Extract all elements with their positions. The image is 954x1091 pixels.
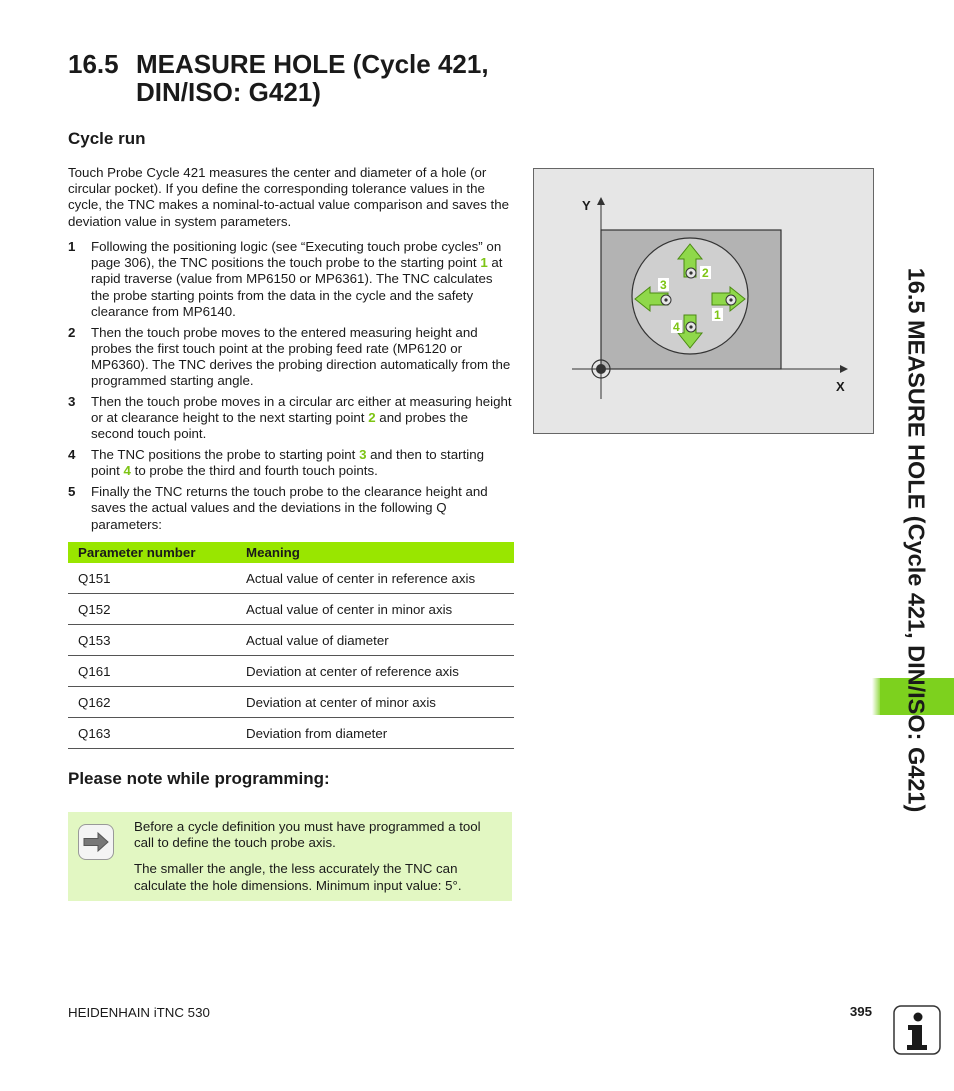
sidebar-text: 16.5 MEASURE HOLE (Cycle 421, DIN/ISO: G421) xyxy=(903,267,930,813)
column-header: Parameter number xyxy=(68,542,236,563)
note-paragraph: The smaller the angle, the less accurately the TNC can calculate the hole dimensions. Minimum input value: 5°. xyxy=(134,861,462,893)
point-ref: 4 xyxy=(123,463,131,479)
table-cell: Actual value of center in minor axis xyxy=(236,594,514,625)
title-line1: MEASURE HOLE (Cycle 421, xyxy=(136,49,489,79)
table-cell: Q162 xyxy=(68,687,236,718)
table-cell: Q152 xyxy=(68,594,236,625)
footer-label: HEIDENHAIN iTNC 530 xyxy=(68,1005,210,1020)
note-text xyxy=(134,819,504,904)
table-cell: Actual value of center in reference axis xyxy=(236,563,514,594)
table-row xyxy=(68,656,514,687)
list-item xyxy=(68,484,513,533)
step-text: Finally the TNC returns the touch probe to the clearance height and saves the actual values and the deviations in the following Q parameters: xyxy=(91,484,488,532)
step-text: The TNC positions the probe to starting point 3 and then to starting point 4 to probe the third and fourth touch points. xyxy=(91,447,485,479)
point-ref: 3 xyxy=(359,447,367,463)
list-item xyxy=(68,325,513,390)
step-number: 1 xyxy=(68,239,76,254)
arrow-right-icon xyxy=(78,824,114,860)
info-icon xyxy=(893,1005,941,1055)
figure-drawing xyxy=(534,169,873,433)
table-row xyxy=(68,625,514,656)
point-ref: 2 xyxy=(368,410,376,426)
table-row xyxy=(68,718,514,749)
step-text: Then the touch probe moves in a circular arc either at measuring height or at clearance height to the next starting point 2 and probes the second touch point. xyxy=(91,394,512,442)
point-label-1: 1 xyxy=(714,308,721,322)
step-text: Then the touch probe moves to the entered measuring height and probes the first touch point at the probing feed rate (MP6120 or MP6360). The TNC derives the probing direction automatically from the programmed starting angle. xyxy=(91,324,511,389)
cycle-run-heading: Cycle run xyxy=(68,129,146,148)
step-text: Following the positioning logic (see “Executing touch probe cycles” on page 306), the TNC positions the touch probe to the starting point 1 at rapid traverse (value from MP6150 or MP6361). The TNC calculates the probe starting points from the data in the cycle and the safety clearance from MP6140. xyxy=(91,239,503,319)
note-box xyxy=(68,812,512,901)
point-label-4: 4 xyxy=(673,320,680,334)
list-item xyxy=(68,239,513,320)
list-item xyxy=(68,394,513,443)
section-number: 16.5 xyxy=(68,49,119,79)
table-header-row xyxy=(68,542,514,563)
table-row xyxy=(68,563,514,594)
table-row xyxy=(68,687,514,718)
page-number: 395 xyxy=(849,1004,872,1019)
column-header: Meaning xyxy=(236,542,514,563)
table-cell: Q161 xyxy=(68,656,236,687)
table-cell: Deviation from diameter xyxy=(236,718,514,749)
list-item xyxy=(68,447,513,479)
table-row xyxy=(68,594,514,625)
point-ref: 1 xyxy=(480,255,488,271)
q-parameter-table xyxy=(68,542,514,749)
table-cell: Deviation at center of reference axis xyxy=(236,656,514,687)
step-number: 2 xyxy=(68,324,76,340)
step-list xyxy=(68,239,513,537)
step-number: 5 xyxy=(68,484,76,500)
table-cell: Actual value of diameter xyxy=(236,625,514,656)
title-line2: DIN/ISO: G421) xyxy=(136,77,321,107)
note-paragraph: Before a cycle definition you must have programmed a tool call to define the touch probe axis. xyxy=(134,819,481,851)
step-number: 4 xyxy=(68,447,76,463)
table-cell: Deviation at center of minor axis xyxy=(236,687,514,718)
programming-note-heading: Please note while programming: xyxy=(68,769,330,788)
point-label-3: 3 xyxy=(660,278,667,292)
measure-hole-figure xyxy=(533,168,874,434)
step-number: 3 xyxy=(68,394,76,410)
table-cell: Q163 xyxy=(68,718,236,749)
point-label-2: 2 xyxy=(702,266,709,280)
table-cell: Q151 xyxy=(68,563,236,594)
y-axis-label: Y xyxy=(582,198,591,213)
x-axis-label: X xyxy=(836,379,845,394)
datum-center xyxy=(596,364,606,374)
table-cell: Q153 xyxy=(68,625,236,656)
page-title xyxy=(68,50,489,106)
intro-paragraph: Touch Probe Cycle 421 measures the center and diameter of a hole (or circular pocket). If you define the corresponding tolerance values in the cycle, the TNC makes a nominal-to-actual value comparison and saves the deviation value in system parameters. xyxy=(68,165,509,229)
